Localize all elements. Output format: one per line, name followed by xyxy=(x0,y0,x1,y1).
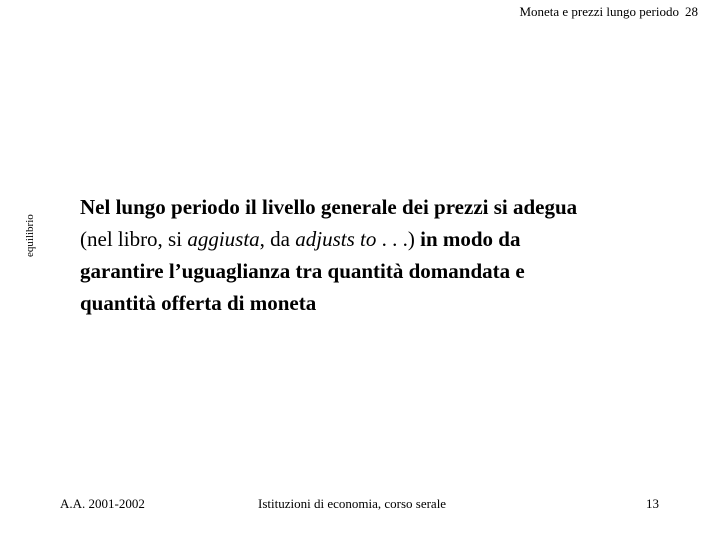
paragraph-line-2-rest: in modo da xyxy=(414,227,521,251)
parenthetical-da: , da xyxy=(259,227,296,251)
parenthetical-close: . . .) xyxy=(376,227,415,251)
parenthetical-open: (nel libro, si xyxy=(80,227,188,251)
paragraph-line-3: garantire l’uguaglianza tra quantità domandata e xyxy=(80,259,525,283)
paragraph-line-2 xyxy=(80,223,680,255)
footer-slide-number: 13 xyxy=(646,496,659,511)
header-title: Moneta e prezzi lungo periodo xyxy=(519,4,679,19)
header-page-number: 28 xyxy=(685,4,698,19)
running-header xyxy=(519,4,698,20)
footer-course-title: Istituzioni di economia, corso serale xyxy=(258,496,447,511)
footer-academic-year: A.A. 2001-2002 xyxy=(60,496,145,511)
paragraph-line-1: Nel lungo periodo il livello generale dei prezzi si adegua xyxy=(80,195,578,219)
paragraph-line-4: quantità offerta di moneta xyxy=(80,291,317,315)
italian-term: aggiusta xyxy=(187,227,260,251)
english-term: adjusts to xyxy=(295,227,377,251)
side-section-label: equilibrio xyxy=(24,214,36,257)
main-paragraph xyxy=(80,191,680,319)
